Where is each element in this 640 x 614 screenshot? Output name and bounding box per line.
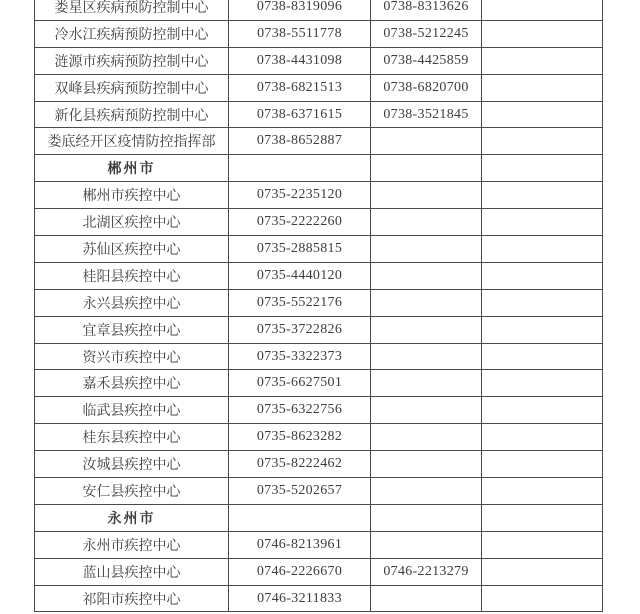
org-name-cell: 资兴市疾控中心 [35, 343, 229, 370]
table-row [35, 236, 603, 263]
empty-cell [482, 209, 603, 236]
section-header-row [35, 504, 603, 531]
phone-secondary-cell [371, 504, 482, 531]
empty-cell [482, 343, 603, 370]
table-row [35, 343, 603, 370]
phone-secondary-cell: 0738-4425859 [371, 47, 482, 74]
empty-cell [482, 101, 603, 128]
table-row [35, 128, 603, 155]
empty-cell [482, 236, 603, 263]
phone-primary-cell: 0735-4440120 [229, 262, 371, 289]
org-name-cell: 北湖区疾控中心 [35, 209, 229, 236]
empty-cell [482, 289, 603, 316]
org-name-cell: 新化县疾病预防控制中心 [35, 101, 229, 128]
empty-cell [482, 0, 603, 20]
org-name-cell: 娄星区疾病预防控制中心 [35, 0, 229, 20]
empty-cell [482, 504, 603, 531]
table-row [35, 316, 603, 343]
table-row [35, 424, 603, 451]
empty-cell [482, 370, 603, 397]
phone-primary-cell: 0738-6371615 [229, 101, 371, 128]
phone-secondary-cell [371, 182, 482, 209]
table-row [35, 558, 603, 585]
table-row [35, 289, 603, 316]
org-name-cell: 桂东县疾控中心 [35, 424, 229, 451]
phone-secondary-cell [371, 209, 482, 236]
phone-primary-cell: 0738-8319096 [229, 0, 371, 20]
empty-cell [482, 451, 603, 478]
org-name-cell: 苏仙区疾控中心 [35, 236, 229, 263]
city-section-label: 郴州市 [35, 155, 229, 182]
table-row [35, 182, 603, 209]
cdc-contact-table [34, 0, 603, 612]
org-name-cell: 桂阳县疾控中心 [35, 262, 229, 289]
phone-primary-cell: 0735-2885815 [229, 236, 371, 263]
phone-primary-cell: 0735-5202657 [229, 478, 371, 505]
phone-primary-cell: 0738-8652887 [229, 128, 371, 155]
phone-secondary-cell [371, 343, 482, 370]
phone-secondary-cell [371, 451, 482, 478]
table-row [35, 370, 603, 397]
phone-primary-cell: 0735-2235120 [229, 182, 371, 209]
phone-primary-cell: 0735-6322756 [229, 397, 371, 424]
phone-secondary-cell [371, 262, 482, 289]
empty-cell [482, 128, 603, 155]
phone-primary-cell: 0735-5522176 [229, 289, 371, 316]
phone-secondary-cell: 0738-3521845 [371, 101, 482, 128]
section-header-row [35, 155, 603, 182]
table-row [35, 0, 603, 20]
org-name-cell: 永兴县疾控中心 [35, 289, 229, 316]
phone-primary-cell [229, 155, 371, 182]
org-name-cell: 嘉禾县疾控中心 [35, 370, 229, 397]
empty-cell [482, 424, 603, 451]
phone-secondary-cell: 0738-6820700 [371, 74, 482, 101]
empty-cell [482, 558, 603, 585]
phone-primary-cell: 0746-8213961 [229, 531, 371, 558]
org-name-cell: 双峰县疾病预防控制中心 [35, 74, 229, 101]
org-name-cell: 蓝山县疾控中心 [35, 558, 229, 585]
phone-secondary-cell [371, 128, 482, 155]
phone-primary-cell: 0738-6821513 [229, 74, 371, 101]
phone-secondary-cell [371, 531, 482, 558]
phone-primary-cell: 0735-8623282 [229, 424, 371, 451]
phone-secondary-cell [371, 155, 482, 182]
phone-secondary-cell [371, 585, 482, 612]
empty-cell [482, 47, 603, 74]
table-row [35, 20, 603, 47]
phone-secondary-cell [371, 236, 482, 263]
org-name-cell: 涟源市疾病预防控制中心 [35, 47, 229, 74]
phone-primary-cell: 0746-3211833 [229, 585, 371, 612]
org-name-cell: 宜章县疾控中心 [35, 316, 229, 343]
phone-primary-cell: 0735-2222260 [229, 209, 371, 236]
phone-secondary-cell [371, 424, 482, 451]
table-row [35, 101, 603, 128]
empty-cell [482, 585, 603, 612]
phone-primary-cell: 0735-6627501 [229, 370, 371, 397]
empty-cell [482, 74, 603, 101]
phone-primary-cell: 0735-3322373 [229, 343, 371, 370]
org-name-cell: 祁阳市疾控中心 [35, 585, 229, 612]
phone-primary-cell: 0738-4431098 [229, 47, 371, 74]
table-row [35, 262, 603, 289]
phone-primary-cell: 0746-2226670 [229, 558, 371, 585]
org-name-cell: 安仁县疾控中心 [35, 478, 229, 505]
phone-secondary-cell [371, 370, 482, 397]
org-name-cell: 永州市疾控中心 [35, 531, 229, 558]
org-name-cell: 临武县疾控中心 [35, 397, 229, 424]
empty-cell [482, 531, 603, 558]
phone-primary-cell: 0735-3722826 [229, 316, 371, 343]
table-row [35, 209, 603, 236]
table-row [35, 47, 603, 74]
empty-cell [482, 20, 603, 47]
table-row [35, 478, 603, 505]
table-row [35, 74, 603, 101]
empty-cell [482, 182, 603, 209]
org-name-cell: 郴州市疾控中心 [35, 182, 229, 209]
org-name-cell: 娄底经开区疫情防控指挥部 [35, 128, 229, 155]
empty-cell [482, 316, 603, 343]
phone-secondary-cell [371, 316, 482, 343]
phone-primary-cell: 0735-8222462 [229, 451, 371, 478]
empty-cell [482, 155, 603, 182]
table-row [35, 397, 603, 424]
empty-cell [482, 397, 603, 424]
table-row [35, 531, 603, 558]
table-row [35, 585, 603, 612]
empty-cell [482, 262, 603, 289]
phone-secondary-cell: 0738-5212245 [371, 20, 482, 47]
phone-primary-cell: 0738-5511778 [229, 20, 371, 47]
table-row [35, 451, 603, 478]
phone-primary-cell [229, 504, 371, 531]
phone-secondary-cell: 0738-8313626 [371, 0, 482, 20]
phone-secondary-cell: 0746-2213279 [371, 558, 482, 585]
city-section-label: 永州市 [35, 504, 229, 531]
org-name-cell: 冷水江疾病预防控制中心 [35, 20, 229, 47]
phone-secondary-cell [371, 397, 482, 424]
phone-secondary-cell [371, 478, 482, 505]
org-name-cell: 汝城县疾控中心 [35, 451, 229, 478]
phone-secondary-cell [371, 289, 482, 316]
empty-cell [482, 478, 603, 505]
